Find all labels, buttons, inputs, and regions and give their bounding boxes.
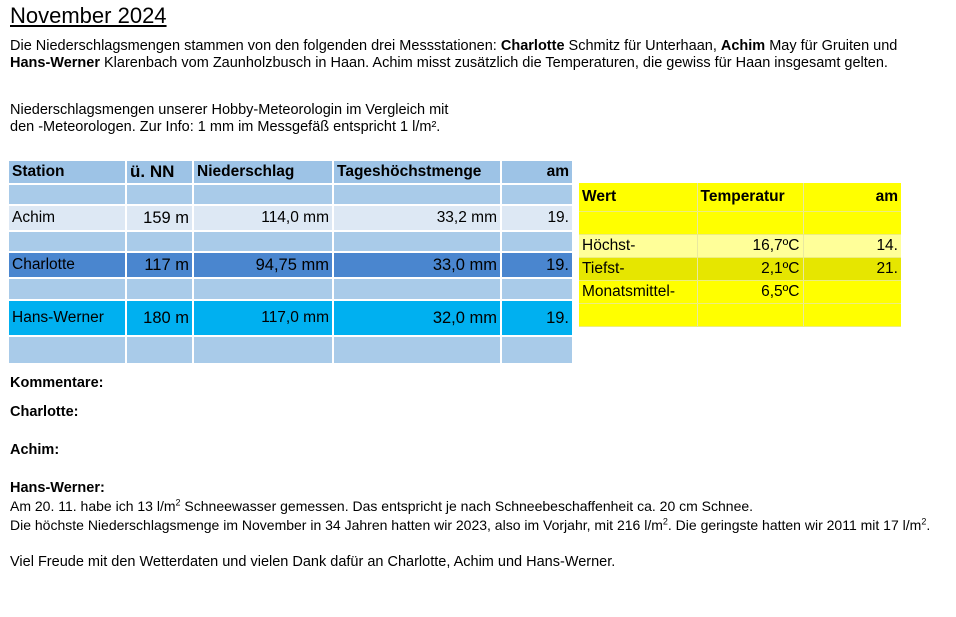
- cell-station: Achim: [9, 205, 126, 231]
- comment-text: Die höchste Niederschlagsmenge im November in 34 Jahren hatten wir 2023, also im Vorjahr, mit 216 l/m: [10, 517, 663, 533]
- table-row: [9, 252, 572, 278]
- temp-header-label: Wert: [579, 183, 697, 212]
- cell-elevation: 180 m: [126, 300, 193, 336]
- cell-precip: 114,0 mm: [193, 205, 333, 231]
- temp-date: 21.: [803, 258, 901, 281]
- table-row: [9, 205, 572, 231]
- comments-heading: Kommentare:: [10, 375, 104, 391]
- spacer-row: [579, 304, 901, 327]
- header-station: Station: [9, 161, 126, 184]
- temp-header-date: am: [803, 183, 901, 212]
- spacer-row: [579, 212, 901, 235]
- comment-hans-werner-line-2: [10, 516, 950, 535]
- intro-text: Klarenbach vom Zaunholzbusch in Haan. Achim misst zusätzlich die Temperaturen, die gewiss für Haan insgesamt gelten.: [99, 55, 888, 71]
- table-header-row: [9, 161, 572, 184]
- intro-text: Schmitz für Unterhaan,: [564, 38, 721, 54]
- comment-text: . Die geringste hatten wir 2011 mit 17 l/m: [667, 517, 922, 533]
- info-line-1: Niederschlagsmengen unserer Hobby-Meteorologin im Vergleich mit: [10, 102, 449, 118]
- comment-achim-heading: Achim:: [10, 442, 60, 458]
- intro-charlotte: Charlotte: [500, 38, 565, 54]
- temp-value: 16,7ºC: [697, 235, 803, 258]
- temp-row-max: [579, 235, 901, 258]
- temp-label: Tiefst-: [579, 258, 697, 281]
- temp-value: 2,1ºC: [697, 258, 803, 281]
- temp-header-value: Temperatur: [697, 183, 803, 212]
- table-row: [9, 300, 572, 336]
- intro-achim: Achim: [720, 38, 766, 54]
- info-paragraph: [10, 102, 530, 136]
- temp-header-row: [579, 183, 901, 212]
- temp-date: [803, 281, 901, 304]
- intro-hans-werner: Hans-Werner: [10, 55, 100, 71]
- cell-date: 19.: [501, 300, 572, 336]
- comment-hans-werner-heading: Hans-Werner:: [10, 480, 105, 496]
- intro-text: May für Gruiten und: [765, 38, 898, 54]
- header-max-day: Tageshöchstmenge: [333, 161, 501, 184]
- cell-max-day: 33,0 mm: [333, 252, 501, 278]
- cell-max-day: 33,2 mm: [333, 205, 501, 231]
- cell-date: 19.: [501, 252, 572, 278]
- header-elevation: ü. NN: [126, 161, 193, 184]
- info-line-2: den -Meteorologen. Zur Info: 1 mm im Messgefäß entspricht 1 l/m².: [10, 119, 441, 135]
- superscript: 2: [175, 497, 181, 508]
- superscript: 2: [662, 516, 668, 527]
- cell-station: Charlotte: [9, 252, 126, 278]
- station-table: [9, 161, 572, 365]
- comment-text: Am 20. 11. habe ich 13 l/m: [10, 498, 176, 514]
- temp-label: Monatsmittel-: [579, 281, 697, 304]
- spacer-row: [9, 231, 572, 252]
- temp-date: 14.: [803, 235, 901, 258]
- spacer-row: [9, 278, 572, 300]
- spacer-row: [9, 184, 572, 205]
- comment-text: Schneewasser gemessen. Das entspricht je nach Schneebeschaffenheit ca. 20 cm Schnee.: [180, 498, 754, 514]
- temp-value: 6,5ºC: [697, 281, 803, 304]
- temp-row-min: [579, 258, 901, 281]
- temp-row-avg: [579, 281, 901, 304]
- comment-text: .: [926, 517, 931, 533]
- header-precip: Niederschlag: [193, 161, 333, 184]
- comment-hans-werner-line-1: [10, 497, 950, 516]
- temperature-table: [579, 183, 901, 327]
- cell-precip: 94,75 mm: [193, 252, 333, 278]
- cell-date: 19.: [501, 205, 572, 231]
- cell-precip: 117,0 mm: [193, 300, 333, 336]
- comment-charlotte-heading: Charlotte:: [10, 404, 79, 420]
- cell-elevation: 117 m: [126, 252, 193, 278]
- intro-paragraph: [10, 38, 910, 72]
- superscript: 2: [921, 516, 927, 527]
- cell-max-day: 32,0 mm: [333, 300, 501, 336]
- cell-station: Hans-Werner: [9, 300, 126, 336]
- temp-label: Höchst-: [579, 235, 697, 258]
- intro-text: Die Niederschlagsmengen stammen von den folgenden drei Messstationen:: [10, 38, 501, 54]
- comments-section: [10, 374, 950, 571]
- cell-elevation: 159 m: [126, 205, 193, 231]
- page-title: November 2024: [10, 3, 167, 28]
- spacer-row: [9, 336, 572, 364]
- closing-text: Viel Freude mit den Wetterdaten und vielen Dank dafür an Charlotte, Achim und Hans-Werner.: [10, 554, 616, 570]
- header-date: am: [501, 161, 572, 184]
